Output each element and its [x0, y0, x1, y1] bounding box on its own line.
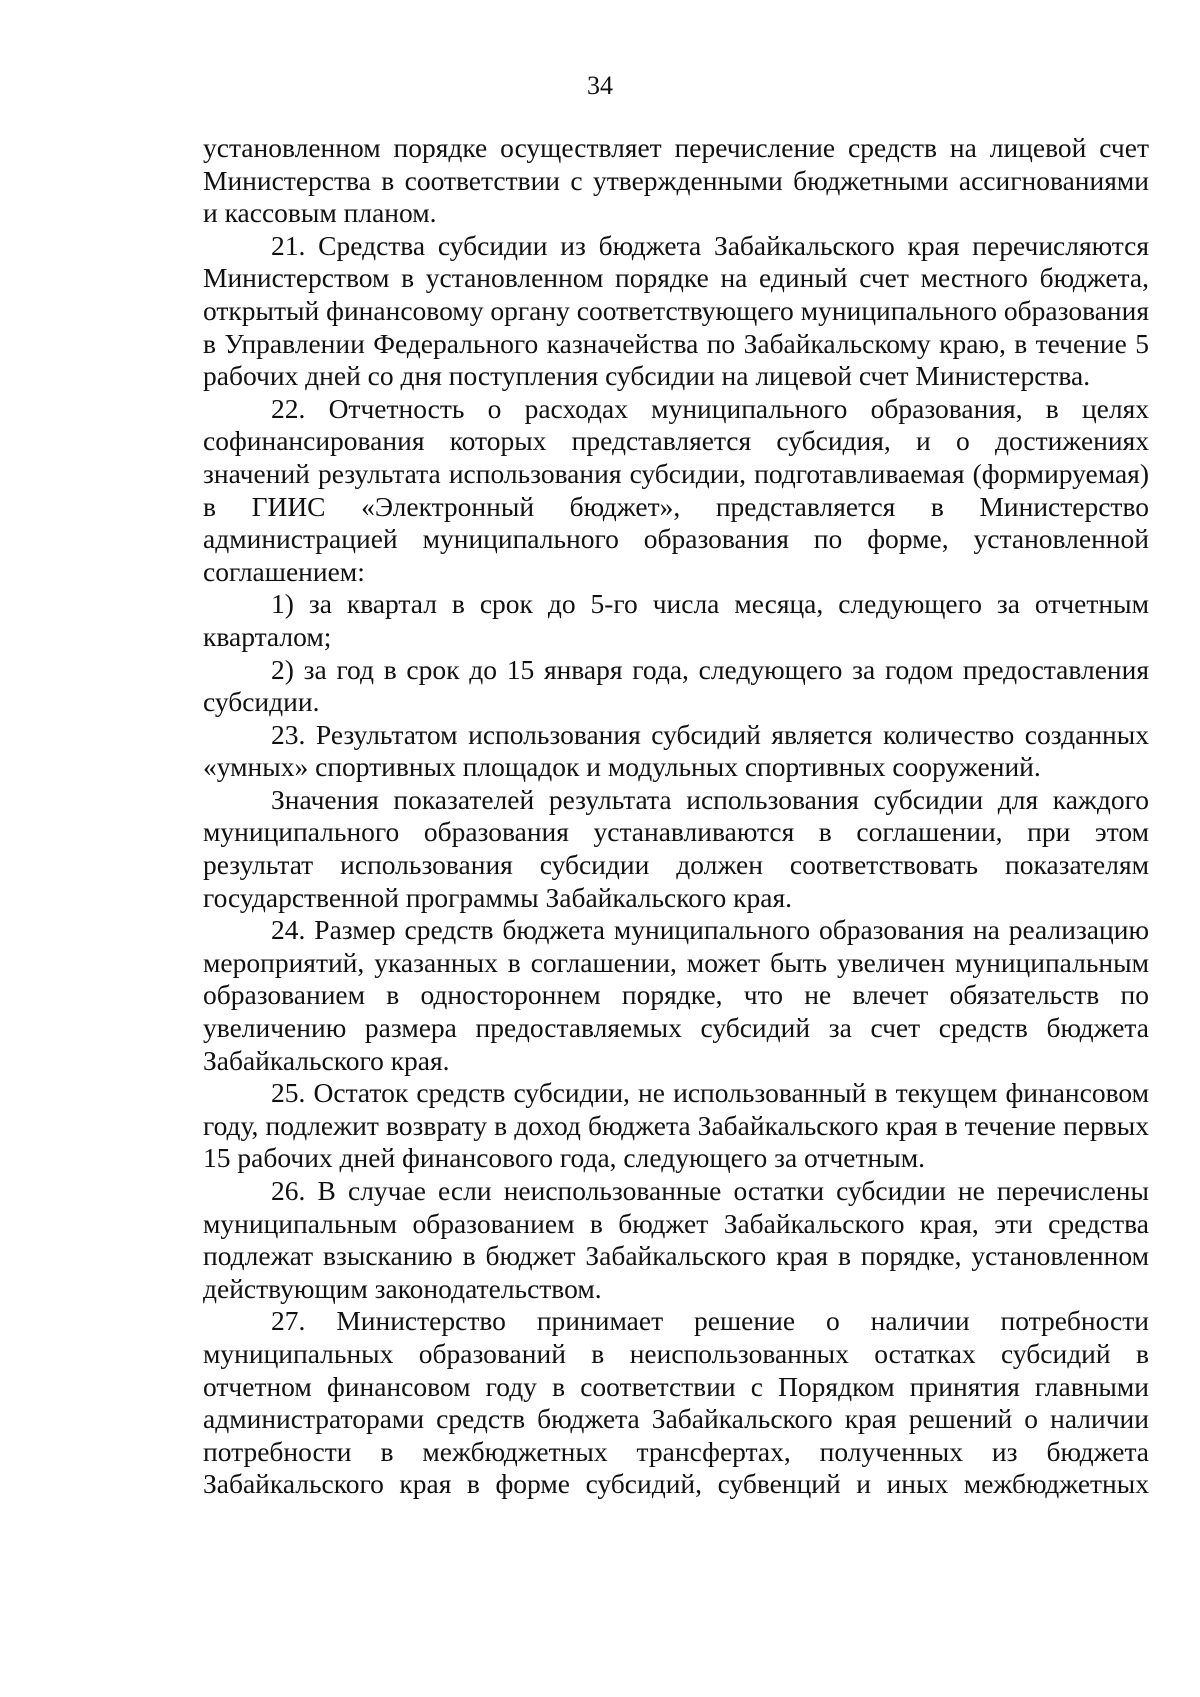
paragraph-25: 25. Остаток средств субсидии, не использованный в текущем финансовом году, подлежит возврату в доход бюджета Забайкальского края в течение первых 15 рабочих дней финансового года, следующего за отчетным. — [203, 1077, 1149, 1174]
paragraph-continuation: установленном порядке осуществляет перечисление средств на лицевой счет Министерства в соответствии с утвержденными бюджетными ассигнованиями и кассовым планом. — [203, 132, 1149, 229]
paragraph-24: 24. Размер средств бюджета муниципального образования на реализацию мероприятий, указанных в соглашении, может быть увеличен муниципальным образованием в одностороннем порядке, что не влечет обязательств по увеличению размера предоставляемых субсидий за счет средств бюджета Забайкальского края. — [203, 914, 1149, 1076]
paragraph-22: 22. Отчетность о расходах муниципального образования, в целях софинансирования которых представляется субсидия, и о достижениях значений результата использования субсидии, подготавливаемая (формируемая) в ГИИС «Электронный бюджет», представляется в Министерство администрацией муниципального образования по форме, установленной соглашением: — [203, 392, 1149, 587]
paragraph-27: 27. Министерство принимает решение о наличии потребности муниципальных образований в неиспользованных остатках субсидий в отчетном финансовом году в соответствии с Порядком принятия главными администраторами средств бюджета Забайкальского края решений о наличии потребности в межбюджетных трансфертах, полученных из бюджета Забайкальского края в форме субсидий, субвенций и иных межбюджетных — [203, 1305, 1149, 1500]
paragraph-21: 21. Средства субсидии из бюджета Забайкальского края перечисляются Министерством в установленном порядке на единый счет местного бюджета, открытый финансовому органу соответствующего муниципального образования в Управлении Федерального казначейства по Забайкальскому краю, в течение 5 рабочих дней со дня поступления субсидии на лицевой счет Министерства. — [203, 229, 1149, 392]
paragraph-23: 23. Результатом использования субсидий является количество созданных «умных» спортивных площадок и модульных спортивных сооружений. — [203, 718, 1149, 783]
paragraph-22-item-2: 2) за год в срок до 15 января года, следующего за годом предоставления субсидии. — [203, 653, 1149, 718]
document-body — [203, 132, 1149, 1501]
paragraph-23-values: Значения показателей результата использования субсидии для каждого муниципального образования устанавливаются в соглашении, при этом результат использования субсидии должен соответствовать показателям государственной программы Забайкальского края. — [203, 783, 1149, 913]
paragraph-22-item-1: 1) за квартал в срок до 5-го числа месяца, следующего за отчетным кварталом; — [203, 588, 1149, 652]
page-number: 34 — [587, 71, 613, 100]
paragraph-26: 26. В случае если неиспользованные остатки субсидии не перечислены муниципальным образованием в бюджет Забайкальского края, эти средства подлежат взысканию в бюджет Забайкальского края в порядке, установленном действующим законодательством. — [203, 1175, 1149, 1304]
